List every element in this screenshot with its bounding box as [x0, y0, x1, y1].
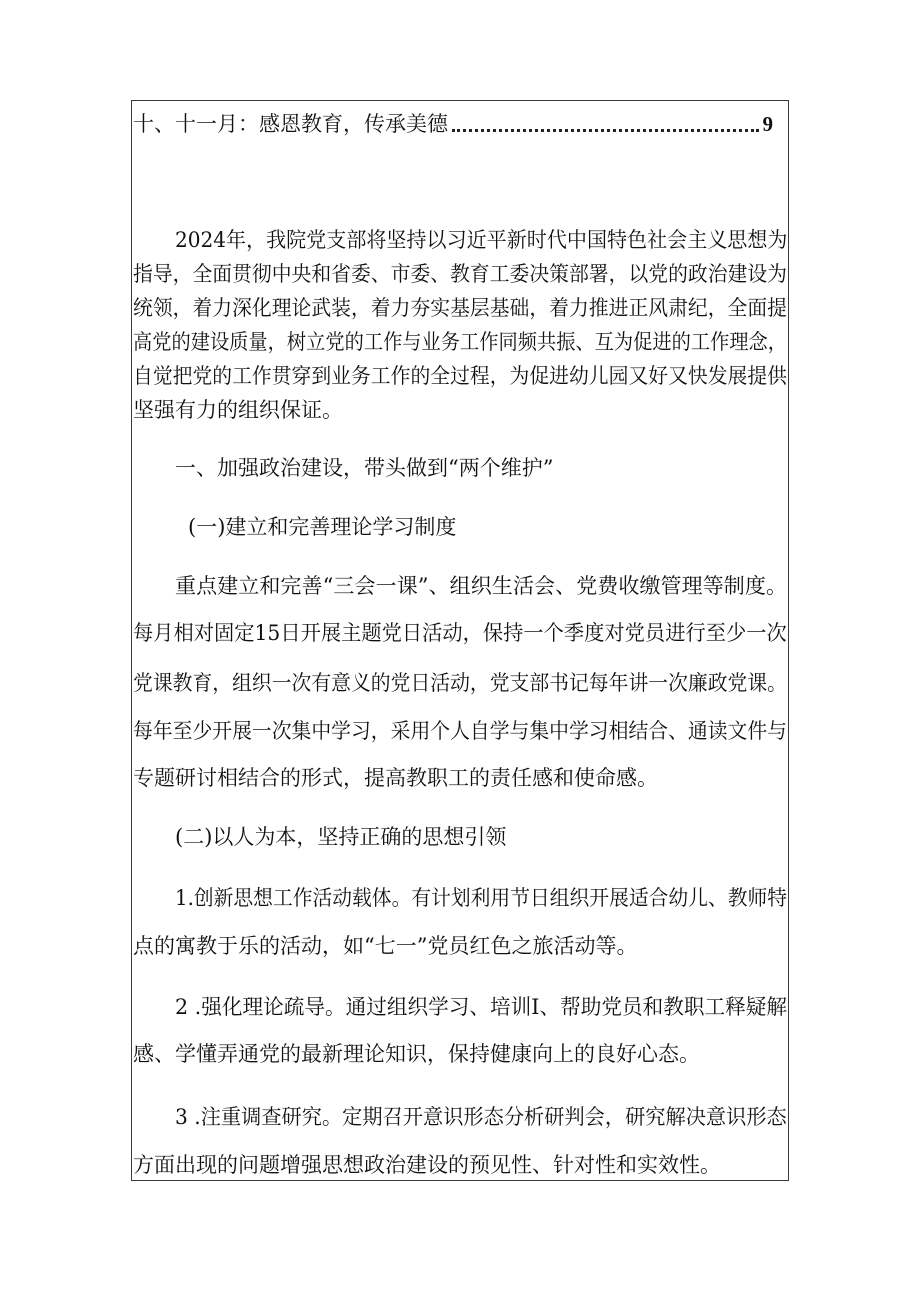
section-heading: 一、加强政治建设，带头做到“两个维护”: [175, 456, 554, 480]
list-item-line: 点的寓教于乐的活动，如“七一”党员红色之旅活动等。: [133, 934, 638, 958]
subsection-heading: (一)建立和完善理论学习制度: [188, 515, 457, 539]
subsection-heading: (二)以人为本，坚持正确的思想引领: [175, 825, 507, 849]
paragraph-line: 党课教育，组织一次有意义的党日活动，党支部书记每年讲一次廉政党课。: [133, 671, 787, 695]
intro-line: 坚强有力的组织保证。: [133, 398, 343, 422]
toc-leader-dots: [452, 129, 759, 132]
list-item-line: 感、学懂弄通党的最新理论知识，保持健康向上的良好心态。: [133, 1042, 700, 1066]
intro-line: 指导，全面贯彻中央和省委、市委、教育工委决策部署，以党的政治建设为: [133, 262, 787, 286]
paragraph-line: 专题研讨相结合的形式，提高教职工的责任感和使命感。: [133, 766, 658, 790]
toc-entry[interactable]: [133, 111, 773, 137]
intro-line: 高党的建设质量，树立党的工作与业务工作同频共振、互为促进的工作理念，: [133, 330, 788, 354]
intro-line: 2024年，我院党支部将坚持以习近平新时代中国特色社会主义思想为: [175, 228, 788, 252]
paragraph-line: 每年至少开展一次集中学习，采用个人自学与集中学习相结合、通读文件与: [133, 719, 787, 743]
toc-page-number: 9: [762, 112, 773, 136]
intro-line: 统领，着力深化理论武装，着力夯实基层基础，着力推进正风肃纪，全面提: [133, 296, 787, 320]
toc-entry-title: 十、十一月：感恩教育，传承美德: [133, 112, 448, 136]
list-item-line: 1.创新思想工作活动载体。有计划利用节日组织开展适合幼儿、教师特: [175, 886, 788, 910]
paragraph-line: 每月相对固定15日开展主题党日活动，保持一个季度对党员进行至少一次: [133, 621, 787, 645]
intro-line: 自觉把党的工作贯穿到业务工作的全过程，为促进幼儿园又好又快发展提供: [133, 364, 787, 388]
paragraph-line: 重点建立和完善“三会一课”、组织生活会、党费收缴管理等制度。: [175, 574, 787, 598]
list-item-line: 3 .注重调查研究。定期召开意识形态分析研判会，研究解决意识形态: [175, 1105, 787, 1129]
list-item-line: 方面出现的问题增强思想政治建设的预见性、针对性和实效性。: [133, 1153, 721, 1177]
list-item-line: 2 .强化理论疏导。通过组织学习、培训I、帮助党员和教职工释疑解: [175, 995, 787, 1019]
